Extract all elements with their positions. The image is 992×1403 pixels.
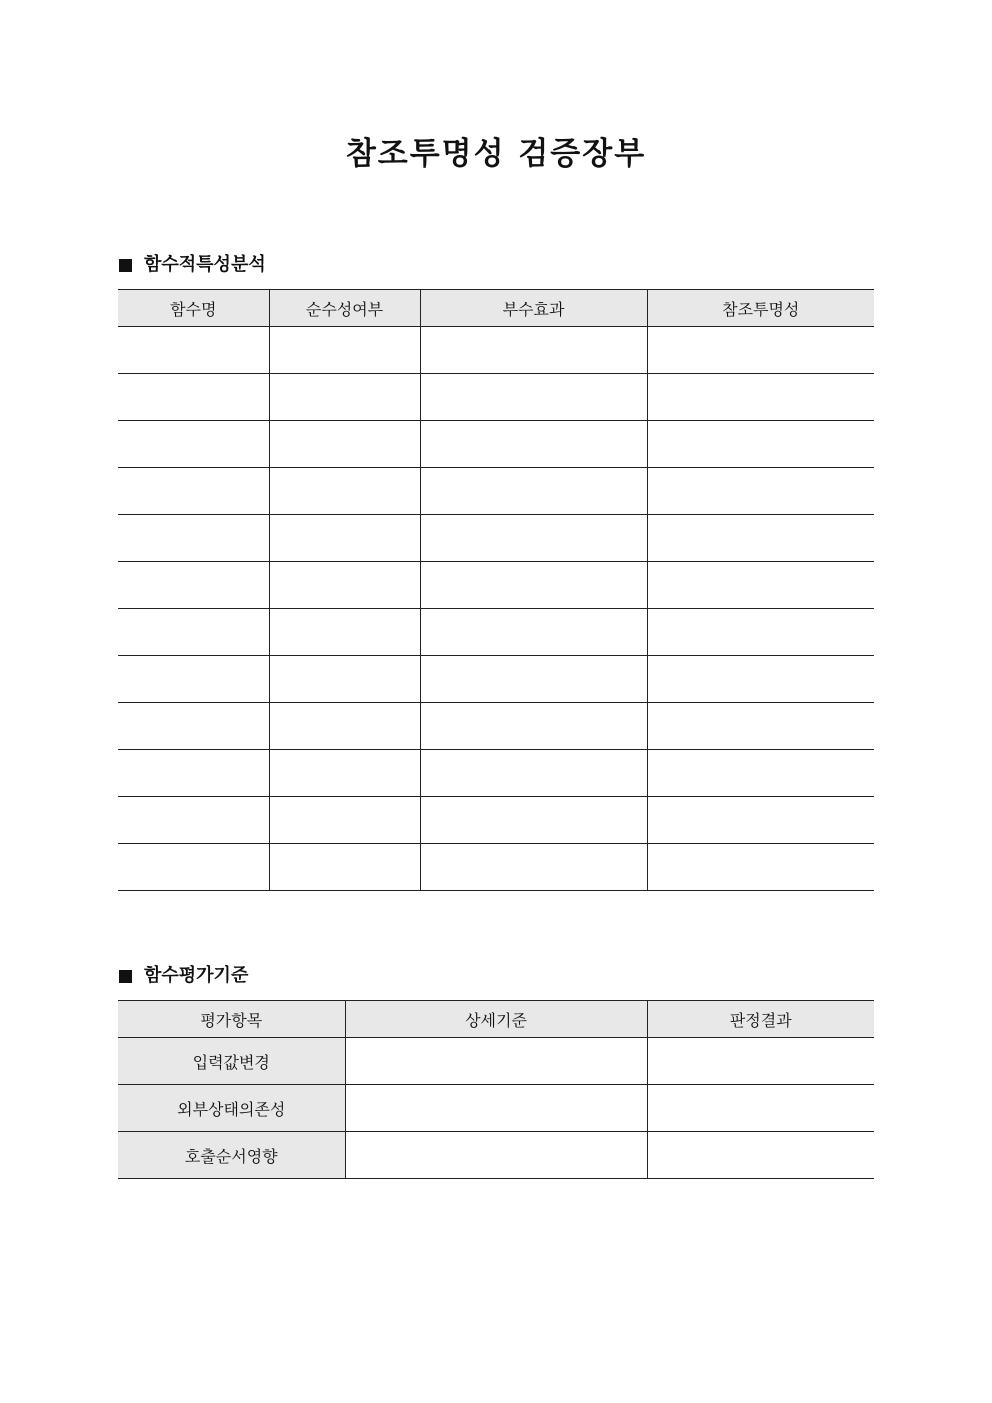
purity-cell[interactable] bbox=[269, 750, 420, 797]
function-name-cell[interactable] bbox=[118, 656, 269, 703]
referential-transparency-cell[interactable] bbox=[647, 844, 874, 891]
column-header-referential-transparency: 참조투명성 bbox=[647, 290, 874, 327]
column-header-side-effects: 부수효과 bbox=[420, 290, 647, 327]
side-effects-cell[interactable] bbox=[420, 797, 647, 844]
table-row bbox=[118, 1132, 874, 1179]
referential-transparency-cell[interactable] bbox=[647, 468, 874, 515]
function-name-cell[interactable] bbox=[118, 515, 269, 562]
table-row bbox=[118, 609, 874, 656]
evaluation-item-cell: 외부상태의존성 bbox=[118, 1085, 345, 1132]
purity-cell[interactable] bbox=[269, 656, 420, 703]
judgment-result-cell[interactable] bbox=[647, 1132, 874, 1179]
function-name-cell[interactable] bbox=[118, 421, 269, 468]
table-header-row bbox=[118, 290, 874, 327]
referential-transparency-cell[interactable] bbox=[647, 703, 874, 750]
column-header-detail-criteria: 상세기준 bbox=[345, 1001, 647, 1038]
referential-transparency-cell[interactable] bbox=[647, 327, 874, 374]
table-row bbox=[118, 1038, 874, 1085]
section-heading-function-analysis bbox=[119, 252, 266, 278]
side-effects-cell[interactable] bbox=[420, 609, 647, 656]
side-effects-cell[interactable] bbox=[420, 750, 647, 797]
side-effects-cell[interactable] bbox=[420, 515, 647, 562]
purity-cell[interactable] bbox=[269, 703, 420, 750]
side-effects-cell[interactable] bbox=[420, 562, 647, 609]
table-row bbox=[118, 1085, 874, 1132]
side-effects-cell[interactable] bbox=[420, 703, 647, 750]
side-effects-cell[interactable] bbox=[420, 421, 647, 468]
column-header-judgment-result: 판정결과 bbox=[647, 1001, 874, 1038]
purity-cell[interactable] bbox=[269, 327, 420, 374]
referential-transparency-cell[interactable] bbox=[647, 797, 874, 844]
purity-cell[interactable] bbox=[269, 562, 420, 609]
side-effects-cell[interactable] bbox=[420, 656, 647, 703]
referential-transparency-cell[interactable] bbox=[647, 515, 874, 562]
table-header-row bbox=[118, 1001, 874, 1038]
function-name-cell[interactable] bbox=[118, 562, 269, 609]
table-row bbox=[118, 750, 874, 797]
function-name-cell[interactable] bbox=[118, 327, 269, 374]
referential-transparency-cell[interactable] bbox=[647, 609, 874, 656]
function-name-cell[interactable] bbox=[118, 797, 269, 844]
detail-criteria-cell[interactable] bbox=[345, 1085, 647, 1132]
function-name-cell[interactable] bbox=[118, 468, 269, 515]
referential-transparency-cell[interactable] bbox=[647, 750, 874, 797]
purity-cell[interactable] bbox=[269, 515, 420, 562]
detail-criteria-cell[interactable] bbox=[345, 1132, 647, 1179]
purity-cell[interactable] bbox=[269, 797, 420, 844]
function-name-cell[interactable] bbox=[118, 750, 269, 797]
function-name-cell[interactable] bbox=[118, 609, 269, 656]
evaluation-item-cell: 입력값변경 bbox=[118, 1038, 345, 1085]
judgment-result-cell[interactable] bbox=[647, 1085, 874, 1132]
referential-transparency-cell[interactable] bbox=[647, 562, 874, 609]
table-row bbox=[118, 797, 874, 844]
table-row bbox=[118, 515, 874, 562]
purity-cell[interactable] bbox=[269, 374, 420, 421]
section-heading-label: 함수적특성분석 bbox=[144, 254, 266, 275]
evaluation-item-cell: 호출순서영향 bbox=[118, 1132, 345, 1179]
side-effects-cell[interactable] bbox=[420, 327, 647, 374]
purity-cell[interactable] bbox=[269, 421, 420, 468]
section-heading-label: 함수평가기준 bbox=[144, 965, 249, 986]
table-row bbox=[118, 656, 874, 703]
function-name-cell[interactable] bbox=[118, 703, 269, 750]
referential-transparency-cell[interactable] bbox=[647, 374, 874, 421]
section-heading-function-criteria bbox=[119, 963, 248, 989]
judgment-result-cell[interactable] bbox=[647, 1038, 874, 1085]
detail-criteria-cell[interactable] bbox=[345, 1038, 647, 1085]
table-row bbox=[118, 327, 874, 374]
table-row bbox=[118, 468, 874, 515]
document-title: 참조투명성 검증장부 bbox=[345, 136, 647, 172]
column-header-purity: 순수성여부 bbox=[269, 290, 420, 327]
side-effects-cell[interactable] bbox=[420, 468, 647, 515]
function-analysis-table bbox=[118, 289, 874, 891]
function-name-cell[interactable] bbox=[118, 844, 269, 891]
purity-cell[interactable] bbox=[269, 609, 420, 656]
column-header-function-name: 함수명 bbox=[118, 290, 269, 327]
referential-transparency-cell[interactable] bbox=[647, 656, 874, 703]
table-row bbox=[118, 844, 874, 891]
table-row bbox=[118, 374, 874, 421]
column-header-evaluation-item: 평가항목 bbox=[118, 1001, 345, 1038]
side-effects-cell[interactable] bbox=[420, 844, 647, 891]
table-row bbox=[118, 562, 874, 609]
purity-cell[interactable] bbox=[269, 468, 420, 515]
table-row bbox=[118, 421, 874, 468]
function-criteria-table bbox=[118, 1000, 874, 1179]
referential-transparency-cell[interactable] bbox=[647, 421, 874, 468]
purity-cell[interactable] bbox=[269, 844, 420, 891]
square-bullet-icon bbox=[119, 970, 132, 983]
square-bullet-icon bbox=[119, 259, 132, 272]
function-name-cell[interactable] bbox=[118, 374, 269, 421]
table-row bbox=[118, 703, 874, 750]
side-effects-cell[interactable] bbox=[420, 374, 647, 421]
